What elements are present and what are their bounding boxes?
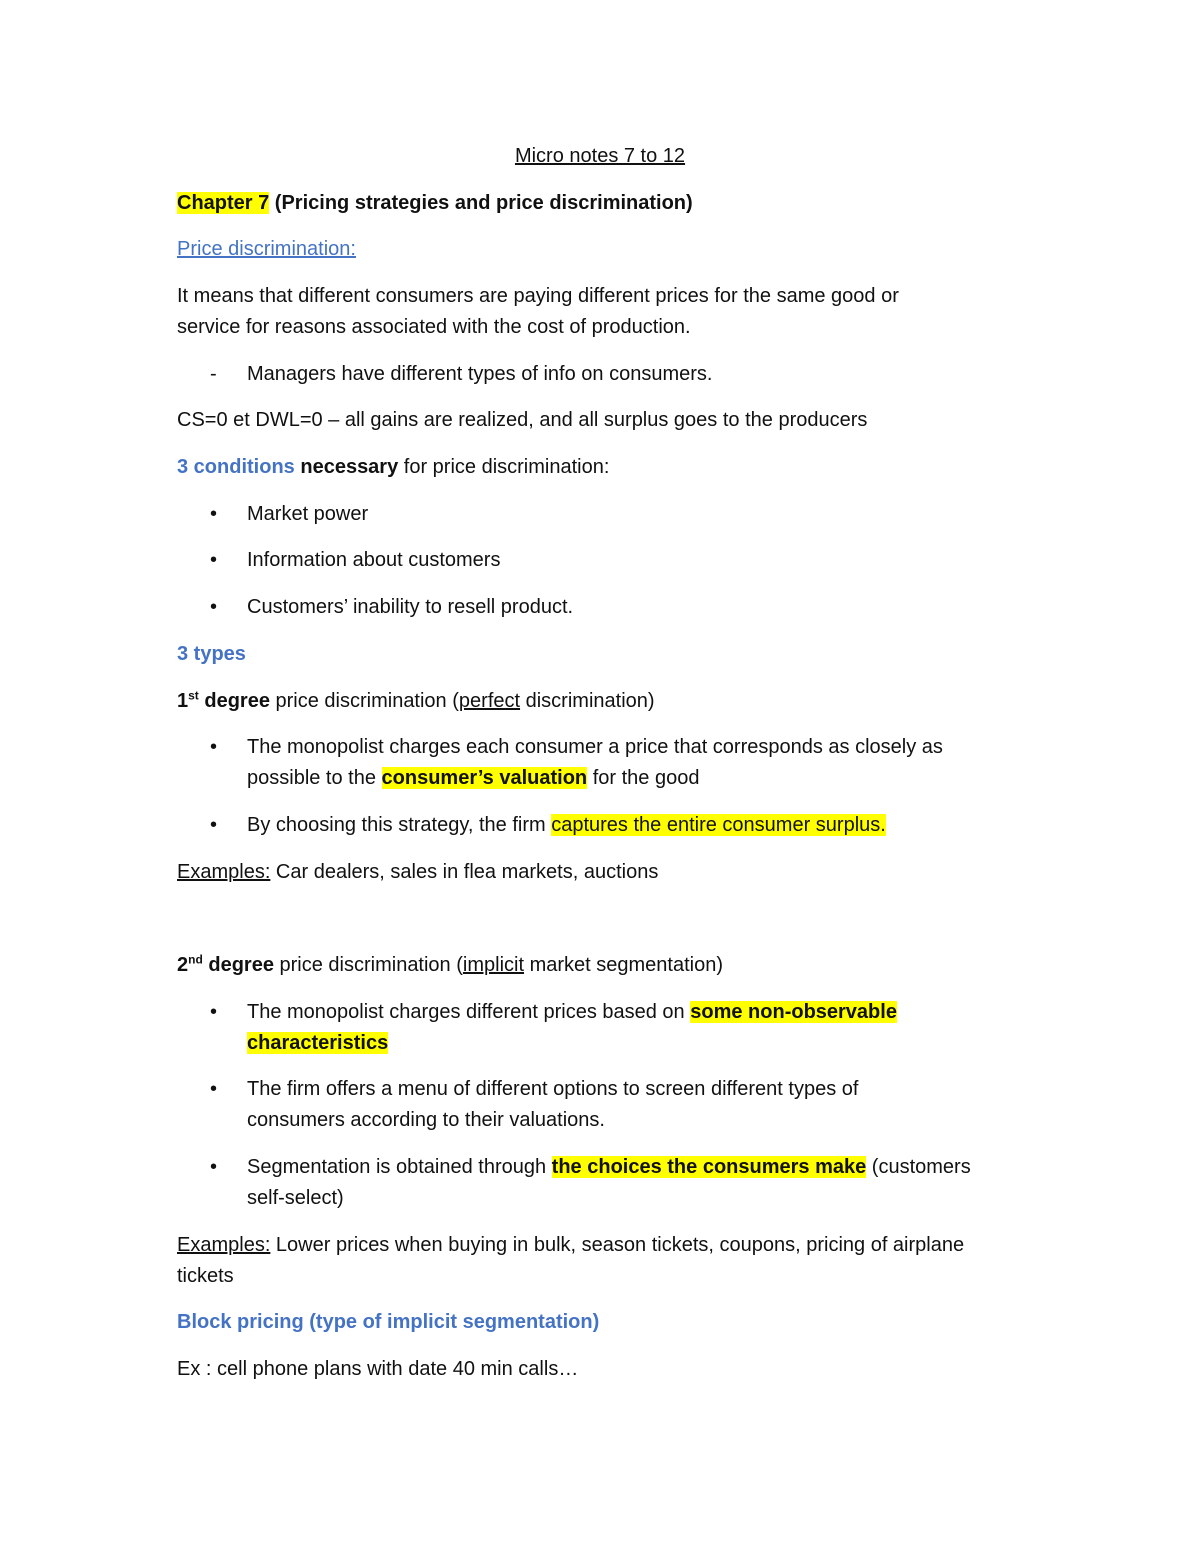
chapter-heading bbox=[177, 188, 693, 219]
first-degree-examples bbox=[177, 857, 658, 888]
b1-highlight: consumer’s valuation bbox=[381, 767, 588, 789]
condition-item: Information about customers bbox=[247, 549, 501, 571]
second-degree-bullet-1-line-2 bbox=[247, 1028, 388, 1059]
bullet-marker: • bbox=[210, 1078, 218, 1100]
second-degree-bullet-3-line-2: self-select) bbox=[247, 1187, 344, 1209]
bullet-marker: • bbox=[210, 736, 218, 758]
b2-highlight: captures the entire consumer surplus. bbox=[551, 814, 886, 836]
bullet-marker: • bbox=[210, 1156, 218, 1178]
first-degree-rest2: discrimination) bbox=[520, 690, 655, 712]
bullet-marker: • bbox=[210, 596, 218, 618]
second-degree-heading bbox=[177, 950, 723, 981]
sd-b1-pre: The monopolist charges different prices based on bbox=[247, 1001, 691, 1023]
second-degree-bullet-1-line-1 bbox=[247, 997, 897, 1028]
sd-b1-highlight-1: some non-observable bbox=[690, 1001, 897, 1023]
sd-b1-highlight-2: characteristics bbox=[247, 1032, 389, 1054]
second-degree-num: 2 bbox=[177, 954, 189, 976]
first-degree-underlined: perfect bbox=[458, 690, 521, 712]
second-degree-bullet-3-line-1 bbox=[247, 1152, 971, 1183]
bullet-marker: • bbox=[210, 814, 218, 836]
examples-label: Examples: bbox=[177, 861, 271, 883]
first-degree-bullet-1-line-2 bbox=[247, 763, 699, 794]
second-degree-bold: degree bbox=[202, 954, 274, 976]
bullet-marker: • bbox=[210, 1001, 218, 1023]
first-degree-bold: degree bbox=[198, 690, 270, 712]
chapter-subtitle: (Pricing strategies and price discrimination) bbox=[269, 192, 693, 214]
types-heading: 3 types bbox=[177, 643, 246, 665]
second-degree-examples bbox=[177, 1230, 964, 1261]
conditions-necessary: necessary bbox=[294, 456, 399, 478]
conditions-count: 3 conditions bbox=[177, 456, 295, 478]
block-pricing-heading: Block pricing (type of implicit segmentation) bbox=[177, 1311, 600, 1333]
cs-dwl-line: CS=0 et DWL=0 – all gains are realized, and all surplus goes to the producers bbox=[177, 409, 868, 431]
b1-post: for the good bbox=[587, 767, 700, 789]
chapter-label: Chapter 7 bbox=[177, 192, 270, 214]
bullet-marker: • bbox=[210, 549, 218, 571]
conditions-heading bbox=[177, 452, 609, 483]
block-pricing-example: Ex : cell phone plans with date 40 min calls… bbox=[177, 1358, 579, 1380]
sd-b3-highlight: the choices the consumers make bbox=[551, 1156, 867, 1178]
condition-item: Market power bbox=[247, 503, 369, 525]
second-degree-rest2: market segmentation) bbox=[524, 954, 724, 976]
examples-text: Car dealers, sales in flea markets, auctions bbox=[270, 861, 659, 883]
dash-item: Managers have different types of info on consumers. bbox=[247, 363, 713, 385]
first-degree-num: 1 bbox=[177, 690, 189, 712]
examples-label: Examples: bbox=[177, 1234, 271, 1256]
page-title: Micro notes 7 to 12 bbox=[514, 145, 686, 167]
sd-b3-post: (customers bbox=[866, 1156, 971, 1178]
definition-line-1: It means that different consumers are paying different prices for the same good or bbox=[177, 285, 899, 307]
second-degree-examples-line-2: tickets bbox=[177, 1265, 234, 1287]
price-discrimination-heading: Price discrimination: bbox=[177, 238, 356, 260]
examples-text: Lower prices when buying in bulk, season tickets, coupons, pricing of airplane bbox=[270, 1234, 965, 1256]
dash-marker: - bbox=[210, 363, 217, 385]
condition-item: Customers’ inability to resell product. bbox=[247, 596, 574, 618]
second-degree-underlined: implicit bbox=[462, 954, 525, 976]
conditions-rest: for price discrimination: bbox=[398, 456, 610, 478]
definition-line-2: service for reasons associated with the cost of production. bbox=[177, 316, 691, 338]
second-degree-rest1: price discrimination ( bbox=[273, 954, 463, 976]
bullet-marker: • bbox=[210, 503, 218, 525]
second-degree-bullet-2-line-2: consumers according to their valuations. bbox=[247, 1109, 605, 1131]
first-degree-sup: st bbox=[188, 688, 199, 703]
sd-b3-pre: Segmentation is obtained through bbox=[247, 1156, 552, 1178]
b2-pre: By choosing this strategy, the firm bbox=[247, 814, 552, 836]
b1-pre: possible to the bbox=[247, 767, 382, 789]
first-degree-rest1: price discrimination ( bbox=[269, 690, 459, 712]
second-degree-bullet-2-line-1: The firm offers a menu of different options to screen different types of bbox=[247, 1078, 859, 1100]
first-degree-bullet-1-line-1: The monopolist charges each consumer a price that corresponds as closely as bbox=[247, 736, 943, 758]
first-degree-heading bbox=[177, 686, 655, 717]
first-degree-bullet-2 bbox=[247, 810, 886, 841]
second-degree-sup: nd bbox=[188, 952, 203, 967]
